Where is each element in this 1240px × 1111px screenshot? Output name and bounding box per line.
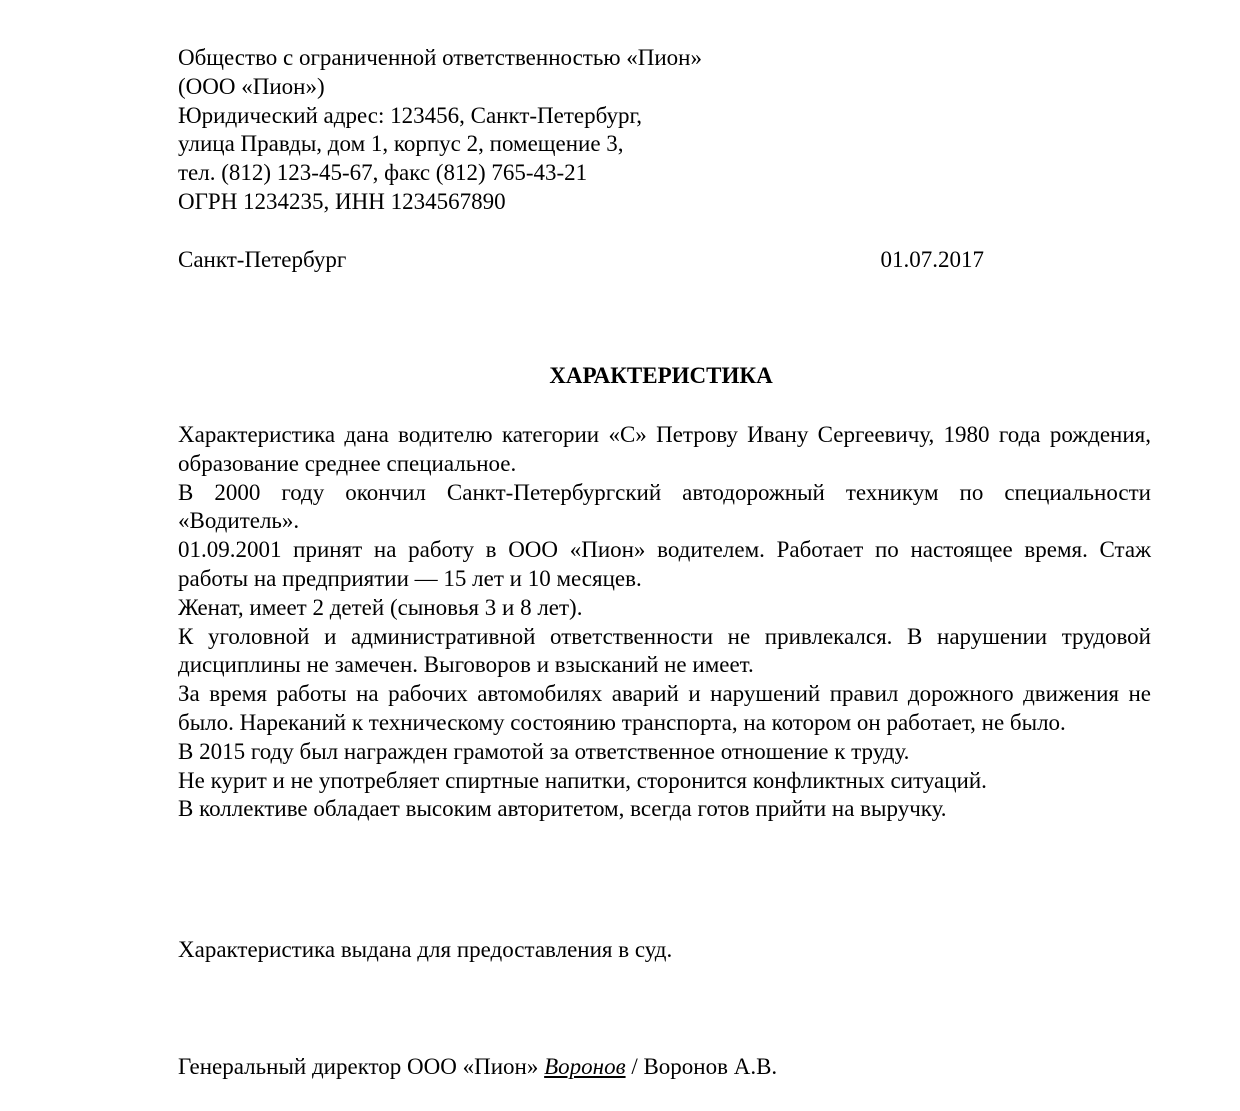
handwritten-signature: Воронов — [544, 1054, 626, 1079]
contact-phones: тел. (812) 123-45-67, факс (812) 765-43-21 — [178, 160, 588, 186]
signatory-position: Генеральный директор ООО «Пион» — [178, 1054, 539, 1079]
body-paragraph: Женат, имеет 2 детей (сыновья 3 и 8 лет). — [178, 594, 583, 620]
place-date-row — [178, 246, 984, 275]
body-paragraph: В коллективе обладает высоким авторитетом, всегда готов прийти на выручку. — [178, 796, 947, 822]
signature-separator: / — [631, 1054, 638, 1079]
document-place: Санкт-Петербург — [178, 247, 347, 272]
document-date: 01.07.2017 — [880, 247, 984, 272]
body-paragraph: Не курит и не употребляет спиртные напитки, сторонится конфликтных ситуаций. — [178, 767, 987, 793]
registration-numbers: ОГРН 1234235, ИНН 1234567890 — [178, 188, 506, 214]
body-paragraph: 01.09.2001 принят на работу в ООО «Пион» водителем. Работает по настоящее время. Стаж работы на предприятии — 15 лет и 10 месяцев. — [178, 537, 1151, 591]
legal-address-line-2: улица Правды, дом 1, корпус 2, помещение 3, — [178, 131, 624, 157]
document-page — [178, 44, 1151, 1079]
body-paragraph: За время работы на рабочих автомобилях аварий и нарушений правил дорожного движения не было. Нареканий к техническому состоянию транспорта, на котором он работает, не было. — [178, 681, 1151, 735]
body-paragraph: В 2000 году окончил Санкт-Петербургский автодорожный техникум по специальности «Водитель». — [178, 479, 1151, 534]
company-short-name: (ООО «Пион») — [178, 73, 325, 99]
body-paragraph: В 2015 году был награжден грамотой за ответственное отношение к труду. — [178, 738, 910, 764]
body-paragraph: Характеристика дана водителю категории «С» Петрову Ивану Сергеевичу, 1980 года рождения, образование среднее специальное. — [178, 422, 1151, 476]
document-purpose: Характеристика выдана для предоставления в суд. — [178, 937, 673, 962]
company-full-name: Общество с ограниченной ответственностью «Пион» — [178, 45, 702, 70]
company-header — [178, 44, 1151, 217]
document-title: ХАРАКТЕРИСТИКА — [549, 363, 773, 388]
signatory-name: Воронов А.В. — [643, 1054, 778, 1079]
document-body — [178, 421, 1151, 824]
legal-address-line-1: Юридический адрес: 123456, Санкт-Петербург, — [178, 102, 643, 128]
signature-line — [178, 1053, 777, 1082]
body-paragraph: К уголовной и административной ответственности не привлекался. В нарушении трудовой дисциплины не замечен. Выговоров и взысканий не имеет. — [178, 623, 1151, 678]
